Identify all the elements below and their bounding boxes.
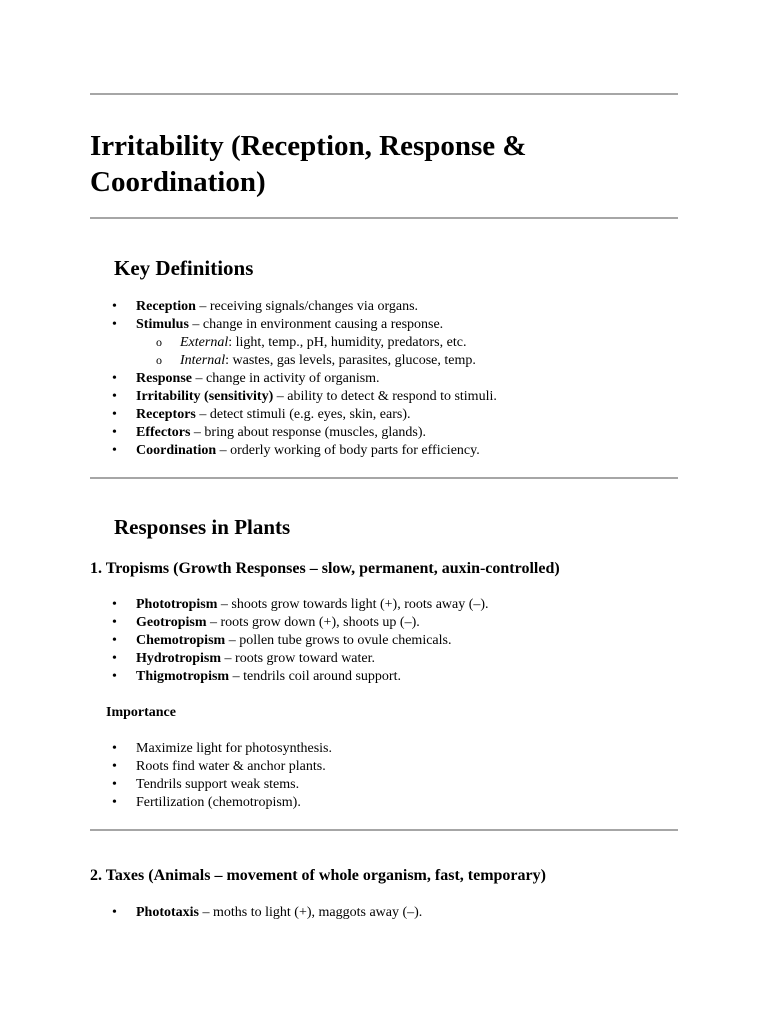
importance-heading: Importance <box>106 705 176 720</box>
sub-list-item <box>156 352 497 370</box>
page-title: Irritability (Reception, Response & Coordination) <box>90 130 527 198</box>
term-effectors: Effectors <box>136 425 191 440</box>
definition-text: – detect stimuli (e.g. eyes, skin, ears). <box>195 407 411 422</box>
term-receptors: Receptors <box>136 407 196 422</box>
term-external: External <box>180 335 229 350</box>
list-item <box>112 650 489 668</box>
list-item <box>112 370 497 388</box>
list-item <box>112 388 497 406</box>
list-item: • Tendrils support weak stems. <box>112 776 332 794</box>
definition-text: – change in activity of organism. <box>192 371 380 386</box>
definition-text: – moths to light (+), maggots away (–). <box>199 905 423 920</box>
plants-heading: Responses in Plants <box>114 515 291 539</box>
definition-text: – pollen tube grows to ovule chemicals. <box>225 633 452 648</box>
term-stimulus: Stimulus <box>136 317 189 332</box>
definition-text: – roots grow toward water. <box>221 651 376 666</box>
tropisms-heading: 1. Tropisms (Growth Responses – slow, permanent, auxin-controlled) <box>90 560 560 577</box>
list-item: • Maximize light for photosynthesis. <box>112 740 332 758</box>
list-item <box>112 596 489 614</box>
term-response: Response <box>136 371 193 386</box>
term-phototaxis: Phototaxis <box>136 905 199 920</box>
key-definitions-list <box>112 298 497 460</box>
list-item <box>112 904 422 922</box>
definition-text: – ability to detect & respond to stimuli. <box>273 389 497 404</box>
definition-text: : light, temp., pH, humidity, predators, etc. <box>228 335 467 350</box>
term-hydrotropism: Hydrotropism <box>136 651 222 666</box>
list-item <box>112 316 497 370</box>
list-item: • Fertilization (chemotropism). <box>112 794 332 812</box>
term-chemotropism: Chemotropism <box>136 633 226 648</box>
term-geotropism: Geotropism <box>136 615 207 630</box>
list-item <box>112 298 497 316</box>
term-reception: Reception <box>136 299 196 314</box>
definition-text: – receiving signals/changes via organs. <box>195 299 419 314</box>
list-item: • Roots find water & anchor plants. <box>112 758 332 776</box>
importance-list <box>112 740 332 812</box>
list-item <box>112 442 497 460</box>
top-divider <box>90 93 678 95</box>
definition-text: – tendrils coil around support. <box>229 669 401 684</box>
title-divider <box>90 217 678 219</box>
term-internal: Internal <box>180 353 226 368</box>
definition-text: – bring about response (muscles, glands). <box>190 425 427 440</box>
definition-text: : wastes, gas levels, parasites, glucose, temp. <box>225 353 476 368</box>
definition-text: – roots grow down (+), shoots up (–). <box>206 615 420 630</box>
term-irritability: Irritability (sensitivity) <box>136 389 274 404</box>
definition-text: – shoots grow towards light (+), roots away (–). <box>217 597 489 612</box>
key-definitions-heading: Key Definitions <box>114 256 254 280</box>
list-item <box>112 632 489 650</box>
list-item <box>112 406 497 424</box>
list-item <box>112 668 489 686</box>
definition-text: – orderly working of body parts for efficiency. <box>216 443 480 458</box>
list-item <box>112 424 497 442</box>
taxes-list <box>112 904 422 922</box>
term-phototropism: Phototropism <box>136 597 218 612</box>
definitions-divider <box>90 477 678 479</box>
list-item <box>112 614 489 632</box>
plants-divider <box>90 829 678 831</box>
stimulus-sublist <box>136 334 497 370</box>
sub-list-item <box>156 334 497 352</box>
term-thigmotropism: Thigmotropism <box>136 669 230 684</box>
taxes-heading: 2. Taxes (Animals – movement of whole organism, fast, temporary) <box>90 867 546 884</box>
definition-text: – change in environment causing a response. <box>188 317 444 332</box>
tropisms-list <box>112 596 489 686</box>
term-coordination: Coordination <box>136 443 217 458</box>
